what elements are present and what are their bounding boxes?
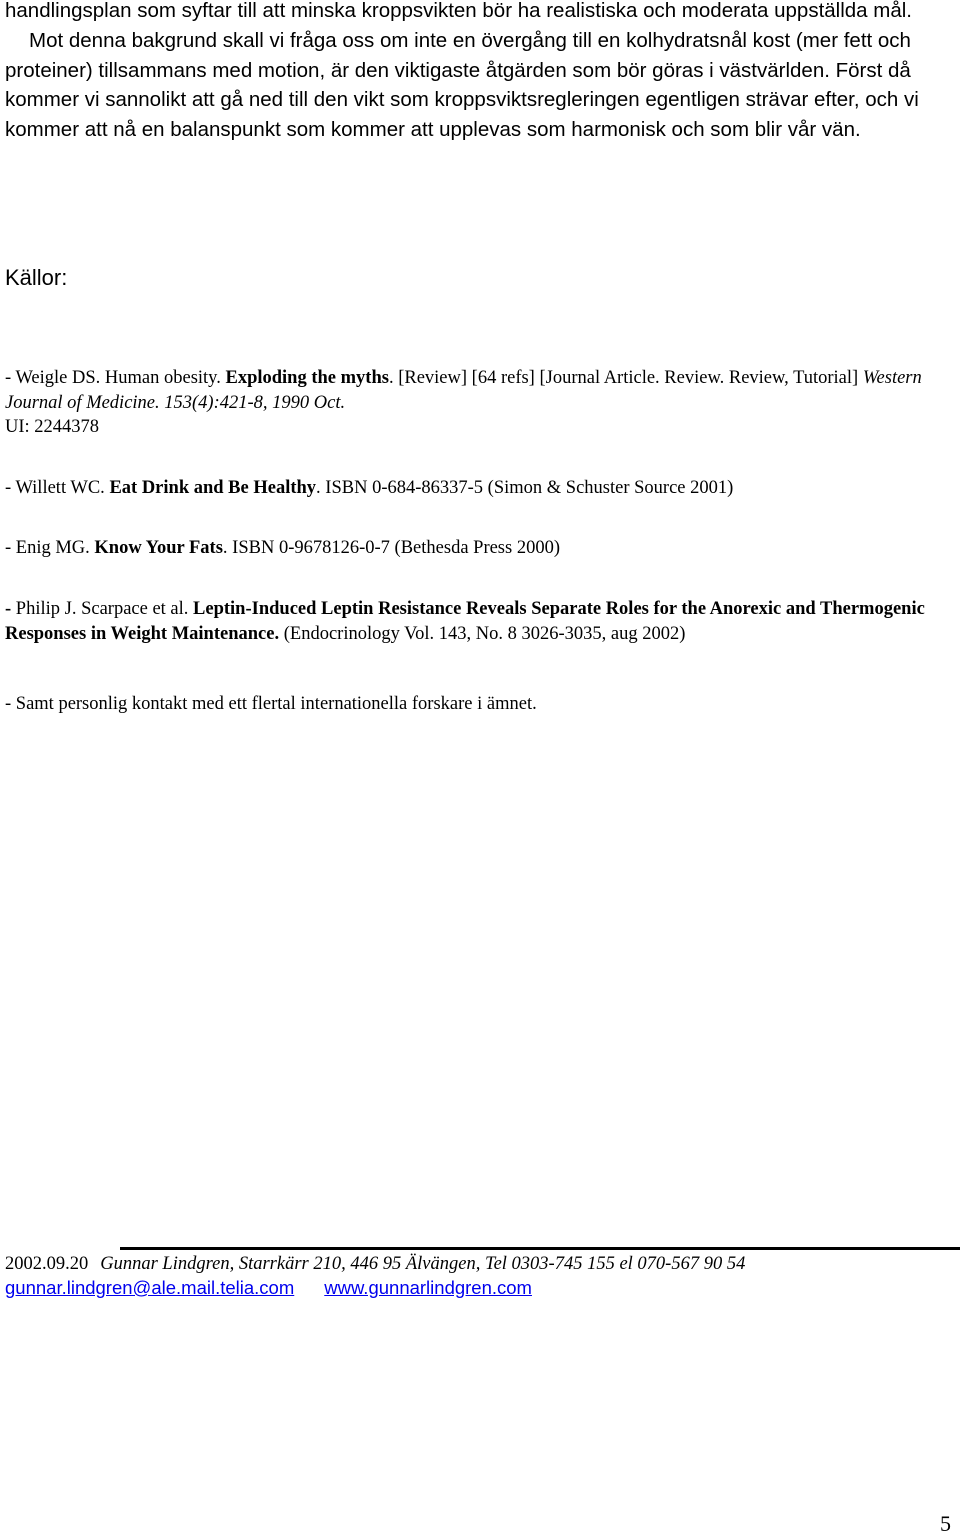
body-text	[5, 0, 955, 145]
reference-title: Eat Drink and Be Healthy	[109, 478, 317, 498]
sources-heading: Källor:	[5, 265, 68, 290]
reference-prefix: - Enig MG.	[5, 538, 95, 558]
reference-details: . ISBN 0-684-86337-5 (Simon & Schuster Source 2001)	[316, 478, 734, 498]
reference-personal: - Samt personlig kontakt med ett flertal internationella forskare i ämnet.	[5, 694, 537, 714]
reference-title: Exploding the myths	[225, 368, 389, 388]
reference-ui-value: : 2244378	[24, 417, 100, 438]
footer-links	[5, 1276, 532, 1300]
reference-prefix: - Weigle DS. Human obesity.	[5, 368, 226, 388]
footer-info	[5, 1252, 745, 1276]
reference-details: . [Review] [64 refs] [Journal Article. Review. Review, Tutorial]	[388, 368, 863, 388]
paragraph-1: handlingsplan som syftar till att minska kroppsvikten bör ha realistiska och moderata uppställda mål.	[5, 0, 912, 22]
reference-title: Leptin-Induced Leptin Resistance Reveals Separate Roles for the Anorexic and Thermogenic Responses in Weight Maintenance.	[5, 599, 925, 644]
reference-title: Know Your Fats	[94, 538, 223, 558]
reference-details: (Endocrinology Vol. 143, No. 8 3026-3035, aug 2002)	[279, 623, 686, 644]
footer-address: Gunnar Lindgren, Starrkärr 210, 446 95 Älvängen, Tel 0303-745 155 el 070-567 90 54	[100, 1254, 746, 1274]
reference-prefix: - Willett WC.	[5, 478, 110, 498]
website-link[interactable]: www.gunnarlindgren.com	[324, 1277, 532, 1298]
reference-authors: Philip J. Scarpace et al.	[11, 599, 194, 619]
reference-weigle	[5, 366, 955, 440]
footer-divider	[120, 1247, 960, 1250]
reference-ui-label: UI	[5, 417, 25, 438]
page-number: 5	[940, 1511, 951, 1536]
reference-scarpace	[5, 597, 955, 646]
email-link[interactable]: gunnar.lindgren@ale.mail.telia.com	[5, 1277, 295, 1298]
reference-journal: Western Journal of Medicine. 153(4):421-8, 1990 Oct.	[5, 368, 922, 413]
reference-enig	[5, 536, 955, 561]
reference-willett	[5, 476, 955, 501]
footer-date: 2002.09.20	[5, 1254, 89, 1274]
reference-details: . ISBN 0-9678126-0-7 (Bethesda Press 2000)	[222, 538, 560, 558]
paragraph-2: Mot denna bakgrund skall vi fråga oss om inte en övergång till en kolhydratsnål kost (mer fett och proteiner) tillsammans med motion, är den viktigaste åtgärden som bör göras i västvärlden. Först då kommer vi sannolikt att gå ned till den vikt som kroppsviktsregleringen egentligen strävar efter, och vi kommer att nå en balanspunkt som kommer att upplevas som harmonisk och som blir vår vän.	[5, 28, 919, 142]
reference-dash: -	[5, 599, 12, 619]
